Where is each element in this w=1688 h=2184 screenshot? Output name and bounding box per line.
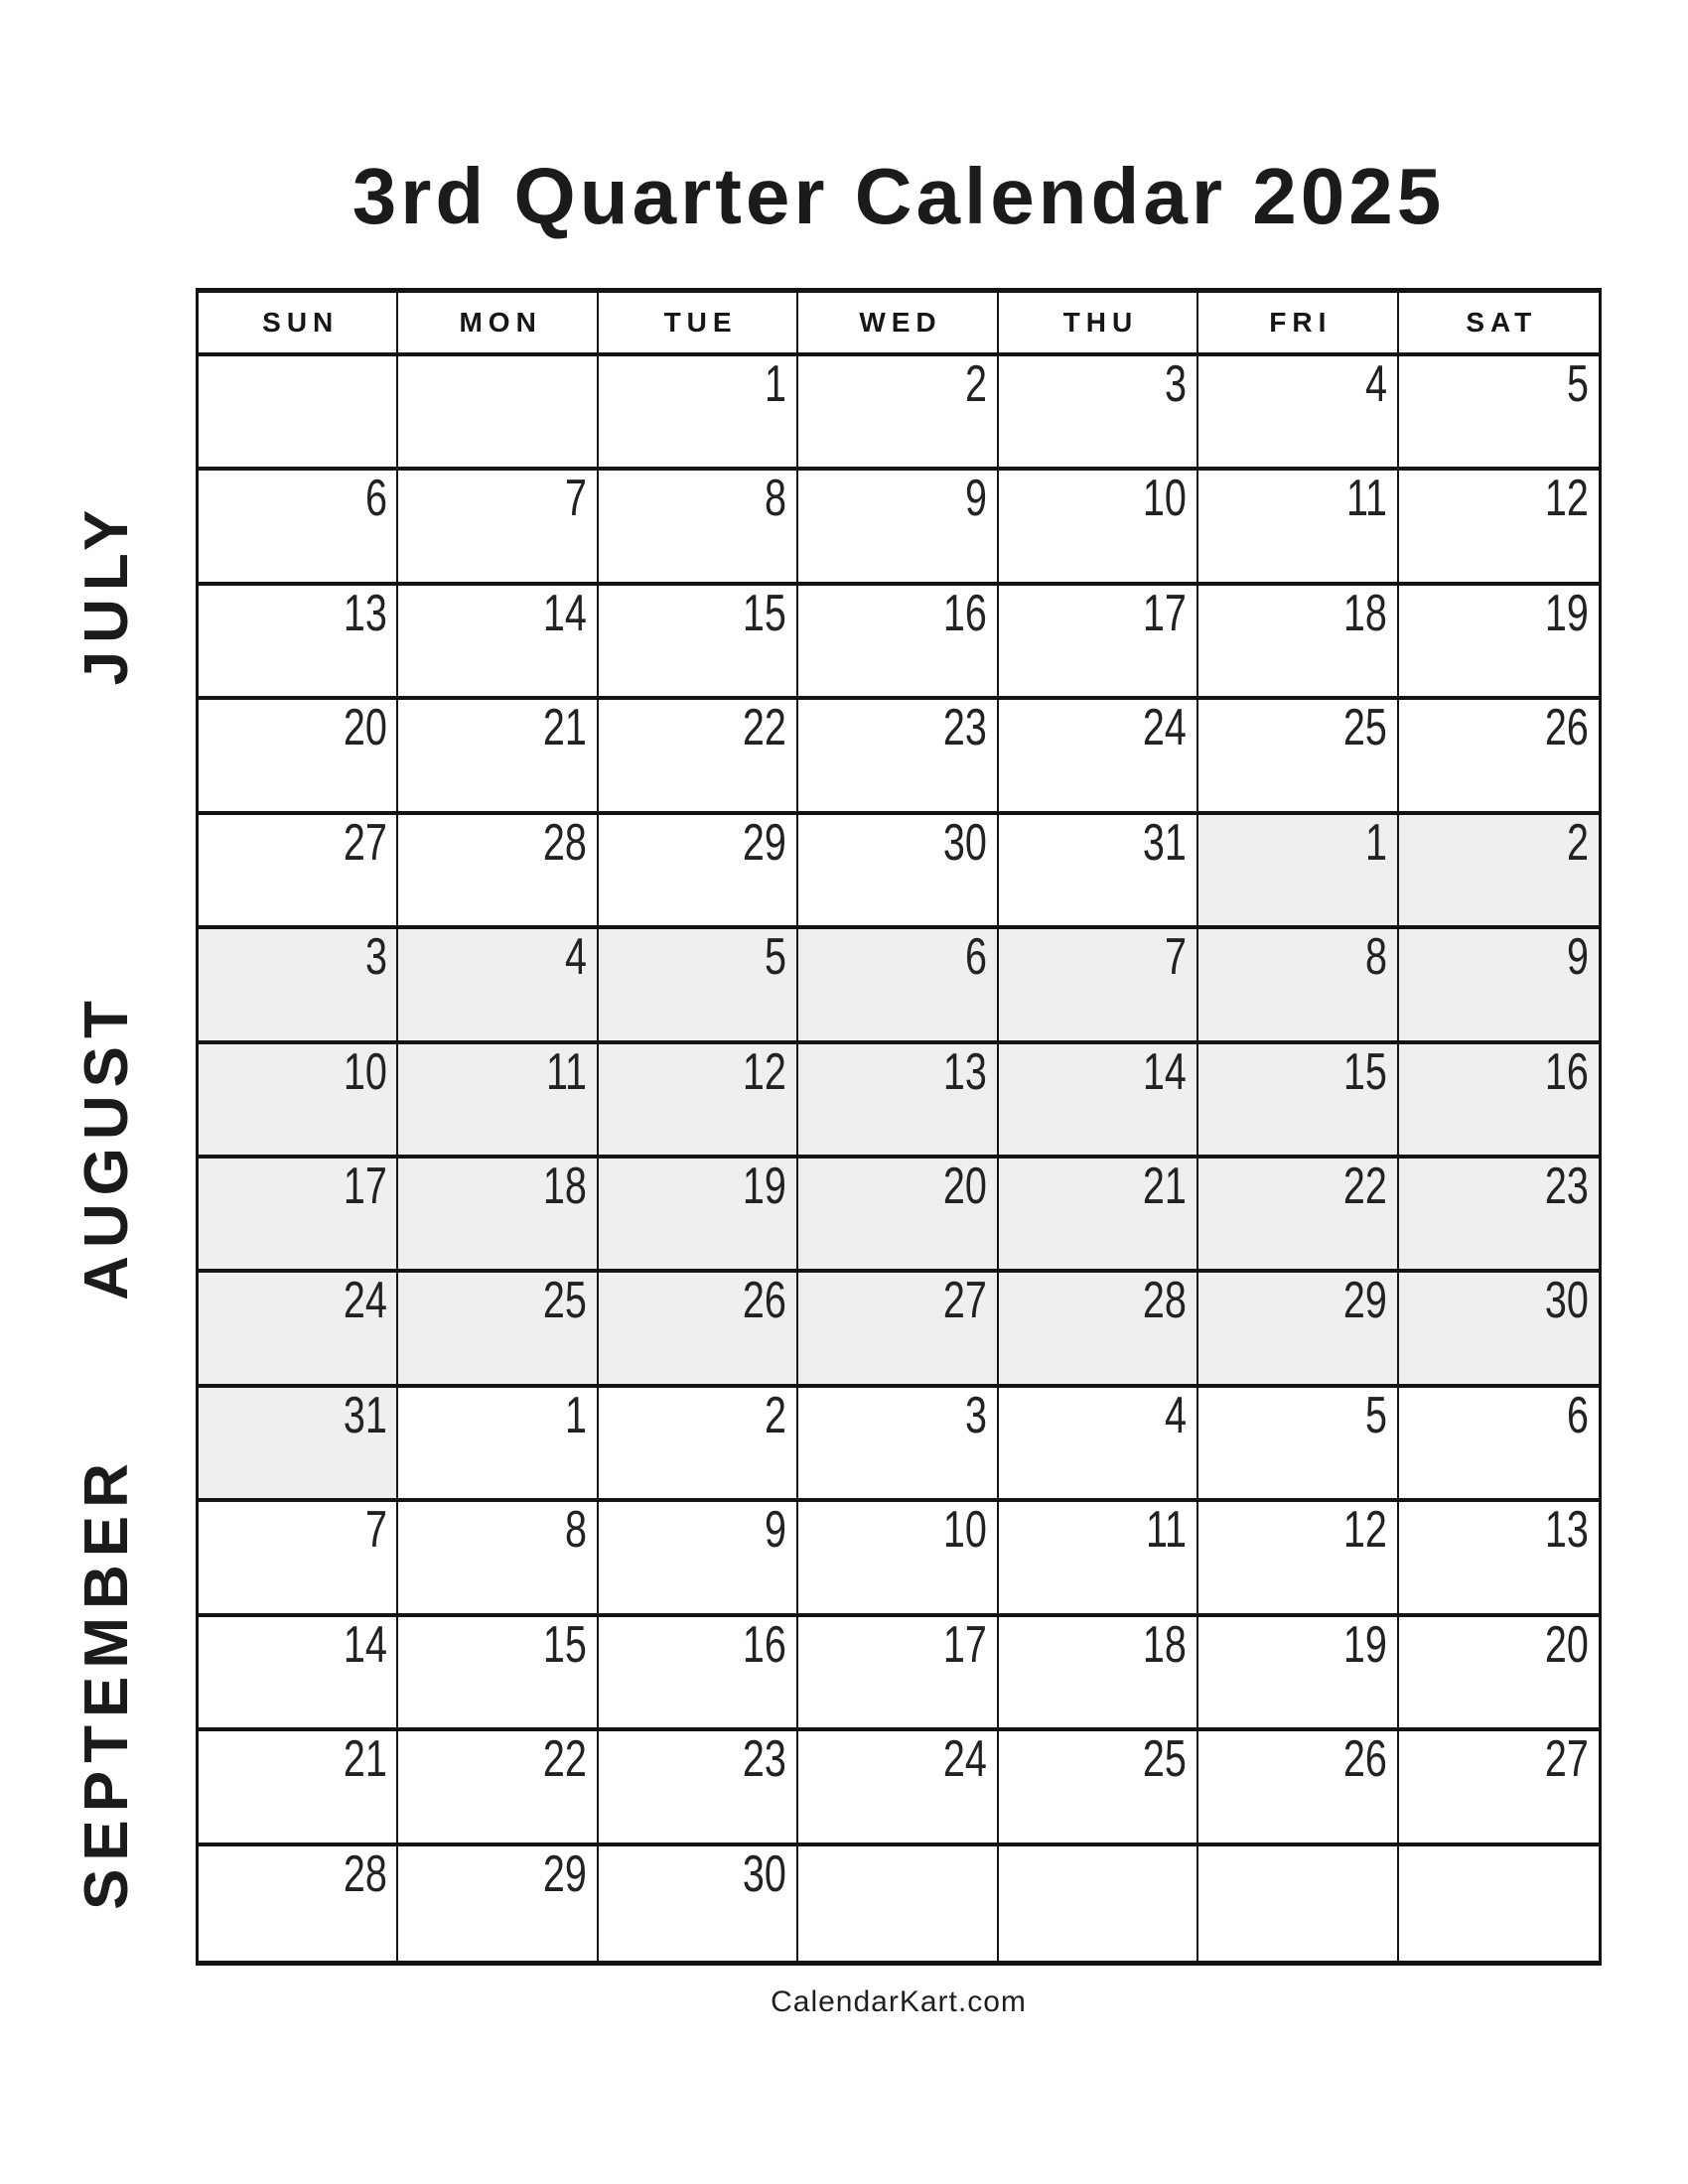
day-cell: [599, 929, 798, 1043]
day-cell: [999, 929, 1198, 1043]
day-number: 21: [542, 699, 587, 757]
day-cell: [599, 1388, 798, 1502]
day-cell: [199, 1731, 398, 1845]
day-cell: [398, 586, 598, 700]
day-cell: [999, 356, 1198, 471]
day-cell: [1399, 1617, 1599, 1731]
day-cell: [798, 1617, 998, 1731]
day-cell: [1399, 1044, 1599, 1159]
day-cell-empty: [1399, 1846, 1599, 1961]
day-number: 16: [942, 584, 987, 642]
day-number: 1: [765, 355, 787, 413]
day-number: 31: [343, 1386, 387, 1444]
day-number: 22: [743, 699, 787, 757]
day-number: 8: [1364, 928, 1387, 987]
day-number: 10: [343, 1042, 387, 1101]
day-cell: [599, 815, 798, 929]
day-number: 17: [1143, 584, 1188, 642]
day-number: 4: [1364, 355, 1387, 413]
day-number: 14: [542, 584, 587, 642]
day-cell: [1198, 1617, 1398, 1731]
day-number: 17: [942, 1615, 987, 1674]
day-number: 9: [1567, 928, 1589, 987]
day-number: 12: [1545, 470, 1589, 528]
day-number: 5: [765, 928, 787, 987]
day-number: 1: [564, 1386, 587, 1444]
day-number: 30: [743, 1844, 787, 1903]
day-cell: [398, 929, 598, 1043]
day-cell: [199, 1846, 398, 1961]
day-number: 3: [964, 1386, 987, 1444]
day-number: 2: [1567, 813, 1589, 872]
day-number: 30: [1545, 1272, 1589, 1330]
day-number: 6: [1567, 1386, 1589, 1444]
day-cell: [798, 1159, 998, 1273]
day-number: 11: [545, 1042, 587, 1101]
day-number: 27: [942, 1272, 987, 1330]
day-number: 20: [942, 1158, 987, 1215]
day-number: 13: [343, 584, 387, 642]
day-number: 31: [1143, 813, 1188, 872]
day-cell: [1198, 700, 1398, 814]
day-cell: [1399, 1731, 1599, 1845]
day-cell: [999, 1731, 1198, 1845]
day-cell: [1198, 815, 1398, 929]
day-cell: [199, 586, 398, 700]
day-number: 21: [343, 1730, 387, 1789]
day-number: 26: [743, 1272, 787, 1330]
day-cell: [798, 586, 998, 700]
day-number: 25: [1143, 1730, 1188, 1789]
day-cell: [1198, 1502, 1398, 1616]
day-number: 29: [1342, 1272, 1387, 1330]
day-cell: [398, 1159, 598, 1273]
weekday-header-wed: WED: [798, 293, 998, 356]
day-cell: [199, 815, 398, 929]
day-cell: [999, 1159, 1198, 1273]
day-number: 13: [942, 1042, 987, 1101]
month-label-july: JULY: [72, 501, 141, 686]
day-cell: [999, 471, 1198, 585]
day-cell: [599, 1731, 798, 1845]
day-number: 24: [942, 1730, 987, 1789]
day-number: 11: [1146, 1501, 1188, 1560]
day-cell: [798, 471, 998, 585]
weekday-header-sun: SUN: [199, 293, 398, 356]
day-number: 20: [343, 699, 387, 757]
day-cell: [599, 1502, 798, 1616]
day-number: 30: [942, 813, 987, 872]
day-number: 4: [1165, 1386, 1188, 1444]
day-number: 29: [542, 1844, 587, 1903]
day-number: 5: [1364, 1386, 1387, 1444]
day-number: 7: [1165, 928, 1188, 987]
day-number: 20: [1545, 1615, 1589, 1674]
day-number: 18: [542, 1158, 587, 1215]
day-cell: [199, 700, 398, 814]
day-number: 12: [743, 1042, 787, 1101]
weekday-header-fri: FRI: [1198, 293, 1398, 356]
day-cell: [798, 700, 998, 814]
day-number: 29: [743, 813, 787, 872]
day-cell: [798, 1731, 998, 1845]
footer-branding: CalendarKart.com: [771, 1985, 1027, 2018]
day-number: 15: [1342, 1042, 1387, 1101]
day-cell: [1198, 1159, 1398, 1273]
day-number: 14: [1143, 1042, 1188, 1101]
day-number: 27: [1545, 1730, 1589, 1789]
day-cell: [798, 356, 998, 471]
day-cell: [398, 1502, 598, 1616]
day-cell: [599, 1159, 798, 1273]
day-number: 15: [542, 1615, 587, 1674]
day-number: 24: [1143, 699, 1188, 757]
day-cell: [1399, 929, 1599, 1043]
day-number: 1: [1364, 813, 1387, 872]
day-cell: [1399, 356, 1599, 471]
day-cell: [398, 1846, 598, 1961]
day-number: 3: [364, 928, 387, 987]
day-cell: [798, 1273, 998, 1387]
day-number: 13: [1545, 1501, 1589, 1560]
month-label-september: SEPTEMBER: [72, 1455, 141, 1910]
day-number: 3: [1165, 355, 1188, 413]
day-cell: [999, 1273, 1198, 1387]
day-cell: [798, 1388, 998, 1502]
day-number: 28: [542, 813, 587, 872]
day-number: 27: [343, 813, 387, 872]
weekday-header-mon: MON: [398, 293, 598, 356]
day-cell: [1198, 356, 1398, 471]
day-number: 7: [364, 1501, 387, 1560]
weekday-header-sat: SAT: [1399, 293, 1599, 356]
day-number: 25: [1342, 699, 1387, 757]
day-number: 22: [542, 1730, 587, 1789]
day-cell: [1198, 1273, 1398, 1387]
day-number: 10: [1143, 470, 1188, 528]
day-cell: [1198, 929, 1398, 1043]
day-cell: [599, 471, 798, 585]
day-cell: [199, 1159, 398, 1273]
day-cell: [398, 1388, 598, 1502]
day-number: 25: [542, 1272, 587, 1330]
day-cell: [398, 1044, 598, 1159]
day-cell: [1399, 815, 1599, 929]
day-number: 17: [343, 1158, 387, 1215]
day-number: 9: [765, 1501, 787, 1560]
day-cell: [1198, 586, 1398, 700]
day-cell: [1399, 1159, 1599, 1273]
day-cell-empty: [398, 356, 598, 471]
day-cell: [599, 1273, 798, 1387]
day-cell: [199, 1044, 398, 1159]
calendar-grid: [196, 288, 1602, 1966]
weekday-header-tue: TUE: [599, 293, 798, 356]
day-number: 24: [343, 1272, 387, 1330]
day-number: 6: [964, 928, 987, 987]
day-number: 14: [343, 1615, 387, 1674]
day-number: 28: [1143, 1272, 1188, 1330]
day-cell: [1399, 1502, 1599, 1616]
day-number: 2: [765, 1386, 787, 1444]
day-cell: [599, 700, 798, 814]
day-number: 5: [1567, 355, 1589, 413]
day-number: 7: [564, 470, 587, 528]
day-cell: [599, 356, 798, 471]
day-cell: [599, 1846, 798, 1961]
day-number: 8: [564, 1501, 587, 1560]
day-number: 19: [1342, 1615, 1387, 1674]
day-cell: [1198, 471, 1398, 585]
day-number: 23: [942, 699, 987, 757]
day-cell: [798, 1044, 998, 1159]
day-cell: [1198, 1044, 1398, 1159]
day-cell: [398, 1617, 598, 1731]
day-number: 19: [743, 1158, 787, 1215]
day-number: 16: [743, 1615, 787, 1674]
day-cell: [199, 929, 398, 1043]
day-cell: [199, 1273, 398, 1387]
day-cell: [999, 700, 1198, 814]
day-cell: [1198, 1731, 1398, 1845]
page-title: 3rd Quarter Calendar 2025: [352, 152, 1446, 240]
day-cell-empty: [999, 1846, 1198, 1961]
day-number: 10: [942, 1501, 987, 1560]
day-cell: [1198, 1388, 1398, 1502]
day-cell-empty: [1198, 1846, 1398, 1961]
day-cell: [599, 586, 798, 700]
day-number: 11: [1345, 470, 1387, 528]
day-cell: [798, 815, 998, 929]
day-cell: [1399, 471, 1599, 585]
day-cell: [999, 815, 1198, 929]
day-number: 16: [1545, 1042, 1589, 1101]
day-number: 26: [1545, 699, 1589, 757]
day-cell: [1399, 700, 1599, 814]
day-number: 8: [765, 470, 787, 528]
weekday-header-thu: THU: [999, 293, 1198, 356]
day-cell: [199, 1388, 398, 1502]
day-number: 22: [1342, 1158, 1387, 1215]
day-number: 23: [1545, 1158, 1589, 1215]
day-number: 6: [364, 470, 387, 528]
day-cell: [199, 471, 398, 585]
day-number: 19: [1545, 584, 1589, 642]
day-cell: [398, 1273, 598, 1387]
day-cell: [999, 1617, 1198, 1731]
day-cell: [999, 586, 1198, 700]
day-number: 18: [1342, 584, 1387, 642]
day-number: 18: [1143, 1615, 1188, 1674]
day-cell: [398, 815, 598, 929]
day-cell: [1399, 1273, 1599, 1387]
day-cell: [1399, 586, 1599, 700]
day-cell: [798, 1502, 998, 1616]
day-cell: [398, 471, 598, 585]
day-number: 2: [964, 355, 987, 413]
day-cell: [599, 1044, 798, 1159]
day-cell: [599, 1617, 798, 1731]
month-label-august: AUGUST: [72, 993, 141, 1300]
day-cell: [199, 1617, 398, 1731]
day-number: 23: [743, 1730, 787, 1789]
day-number: 28: [343, 1844, 387, 1903]
day-cell: [199, 1502, 398, 1616]
day-number: 26: [1342, 1730, 1387, 1789]
day-number: 12: [1342, 1501, 1387, 1560]
day-cell: [398, 1731, 598, 1845]
day-cell: [999, 1044, 1198, 1159]
day-number: 15: [743, 584, 787, 642]
day-cell: [999, 1388, 1198, 1502]
day-cell: [1399, 1388, 1599, 1502]
day-cell-empty: [199, 356, 398, 471]
day-cell-empty: [798, 1846, 998, 1961]
day-cell: [398, 700, 598, 814]
day-number: 21: [1143, 1158, 1188, 1215]
day-number: 9: [964, 470, 987, 528]
day-number: 4: [564, 928, 587, 987]
day-cell: [999, 1502, 1198, 1616]
day-cell: [798, 929, 998, 1043]
